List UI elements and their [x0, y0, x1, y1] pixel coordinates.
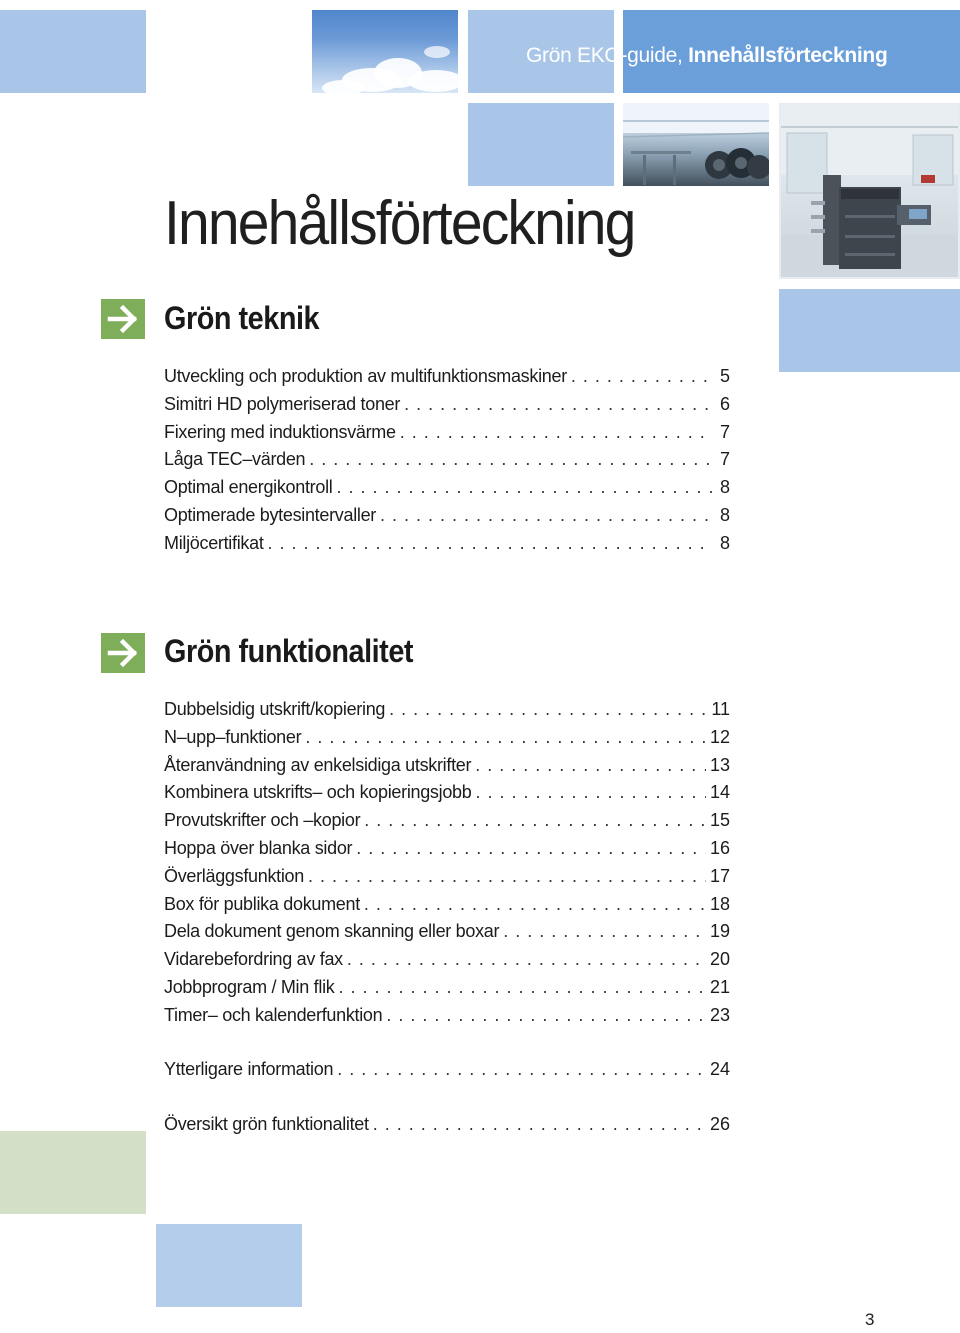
toc-page: 12	[709, 726, 730, 747]
toc-label: Box för publika dokument	[164, 893, 360, 914]
toc-row[interactable]	[164, 699, 730, 727]
section-heading-gron-funktionalitet: Grön funktionalitet	[164, 633, 414, 669]
toc-list-gron-funktionalitet	[164, 699, 730, 1033]
toc-label: Miljöcertifikat	[164, 532, 264, 553]
toc-row[interactable]	[164, 449, 730, 477]
toc-page: 8	[719, 504, 730, 525]
toc-page: 14	[709, 782, 730, 803]
toc-row[interactable]	[164, 977, 730, 1005]
toc-row[interactable]	[164, 727, 730, 755]
header-section: Innehållsförteckning	[688, 44, 888, 67]
decor-tile-right	[779, 289, 960, 372]
dot-leader	[373, 1114, 706, 1135]
header-prefix: Grön EKO-guide,	[526, 44, 689, 67]
toc-row[interactable]	[164, 422, 730, 450]
toc-list-gron-teknik	[164, 366, 730, 561]
toc-page: 13	[709, 754, 730, 775]
toc-label: Jobbprogram / Min flik	[164, 976, 335, 997]
toc-page: 7	[719, 449, 730, 470]
toc-row[interactable]	[164, 1114, 730, 1142]
toc-label: Kombinera utskrifts– och kopieringsjobb	[164, 782, 472, 803]
toc-page: 24	[709, 1059, 730, 1079]
toc-label: Ytterligare information	[164, 1059, 334, 1079]
toc-label: Hoppa över blanka sidor	[164, 837, 353, 858]
dot-leader	[338, 977, 706, 998]
toc-row[interactable]	[164, 1005, 730, 1033]
header-title	[526, 44, 946, 68]
toc-label: Dubbelsidig utskrift/kopiering	[164, 699, 386, 719]
toc-label: Dela dokument genom skanning eller boxar	[164, 921, 500, 942]
dot-leader	[308, 866, 706, 887]
toc-row[interactable]	[164, 810, 730, 838]
toc-label: Fixering med induktionsvärme	[164, 421, 396, 442]
toc-label: Simitri HD polymeriserad toner	[164, 393, 401, 414]
toc-page: 18	[709, 893, 730, 914]
toc-page: 5	[719, 366, 730, 386]
arrow-right-icon	[101, 633, 145, 673]
decor-tile-bottom-left	[0, 1131, 146, 1214]
toc-row[interactable]	[164, 477, 730, 505]
toc-page: 8	[719, 532, 730, 553]
factory-image	[623, 103, 769, 186]
toc-page: 11	[711, 699, 730, 719]
toc-extra-info	[164, 1059, 730, 1087]
dot-leader	[386, 1005, 706, 1026]
dot-leader	[571, 366, 712, 387]
toc-extra-overview	[164, 1114, 730, 1142]
toc-page: 16	[709, 837, 730, 858]
toc-row[interactable]	[164, 866, 730, 894]
dot-leader	[475, 755, 706, 776]
toc-row[interactable]	[164, 366, 730, 394]
dot-leader	[347, 949, 706, 970]
toc-label: Timer– och kalenderfunktion	[164, 1004, 383, 1025]
sky-image	[312, 10, 458, 93]
dot-leader	[475, 782, 706, 803]
toc-label: Översikt grön funktionalitet	[164, 1114, 369, 1134]
dot-leader	[364, 894, 706, 915]
toc-row[interactable]	[164, 1059, 730, 1087]
dot-leader	[380, 505, 712, 526]
toc-row[interactable]	[164, 755, 730, 783]
toc-label: Återanvändning av enkelsidiga utskrifter	[164, 754, 472, 775]
toc-page: 15	[709, 810, 730, 831]
toc-page: 6	[719, 393, 730, 414]
dot-leader	[337, 1059, 706, 1080]
toc-page: 26	[709, 1114, 730, 1134]
dot-leader	[389, 699, 707, 720]
toc-label: Låga TEC–värden	[164, 449, 306, 470]
arrow-right-icon	[101, 299, 145, 339]
dot-leader	[356, 838, 706, 859]
toc-label: Optimerade bytesintervaller	[164, 504, 376, 525]
toc-page: 17	[709, 865, 730, 886]
decor-tile-row2	[468, 103, 614, 186]
dot-leader	[305, 727, 706, 748]
toc-label: Överläggsfunktion	[164, 865, 304, 886]
toc-page: 20	[709, 949, 730, 970]
toc-row[interactable]	[164, 838, 730, 866]
dot-leader	[336, 477, 712, 498]
dot-leader	[400, 422, 712, 443]
toc-row[interactable]	[164, 949, 730, 977]
toc-row[interactable]	[164, 782, 730, 810]
toc-row[interactable]	[164, 394, 730, 422]
dot-leader	[268, 533, 712, 554]
dot-leader	[404, 394, 712, 415]
toc-label: Optimal energikontroll	[164, 477, 333, 498]
toc-row[interactable]	[164, 533, 730, 561]
toc-page: 7	[719, 421, 730, 442]
office-printer-image	[779, 103, 960, 279]
toc-row[interactable]	[164, 505, 730, 533]
section-heading-gron-teknik: Grön teknik	[164, 300, 320, 336]
toc-label: Utveckling och produktion av multifunktionsmaskiner	[164, 366, 567, 386]
toc-page: 23	[709, 1004, 730, 1025]
toc-row[interactable]	[164, 921, 730, 949]
toc-page: 19	[709, 921, 730, 942]
dot-leader	[364, 810, 706, 831]
decor-tile-top-left	[0, 10, 146, 93]
page-title: Innehållsförteckning	[164, 189, 635, 258]
dot-leader	[309, 449, 712, 470]
page-number: 3	[865, 1310, 875, 1329]
toc-label: N–upp–funktioner	[164, 726, 302, 747]
toc-label: Vidarebefordring av fax	[164, 949, 343, 970]
dot-leader	[503, 921, 706, 942]
toc-page: 21	[709, 976, 730, 997]
decor-tile-bottom-mid	[156, 1224, 302, 1307]
toc-label: Provutskrifter och –kopior	[164, 810, 361, 831]
toc-row[interactable]	[164, 894, 730, 922]
toc-page: 8	[719, 477, 730, 498]
